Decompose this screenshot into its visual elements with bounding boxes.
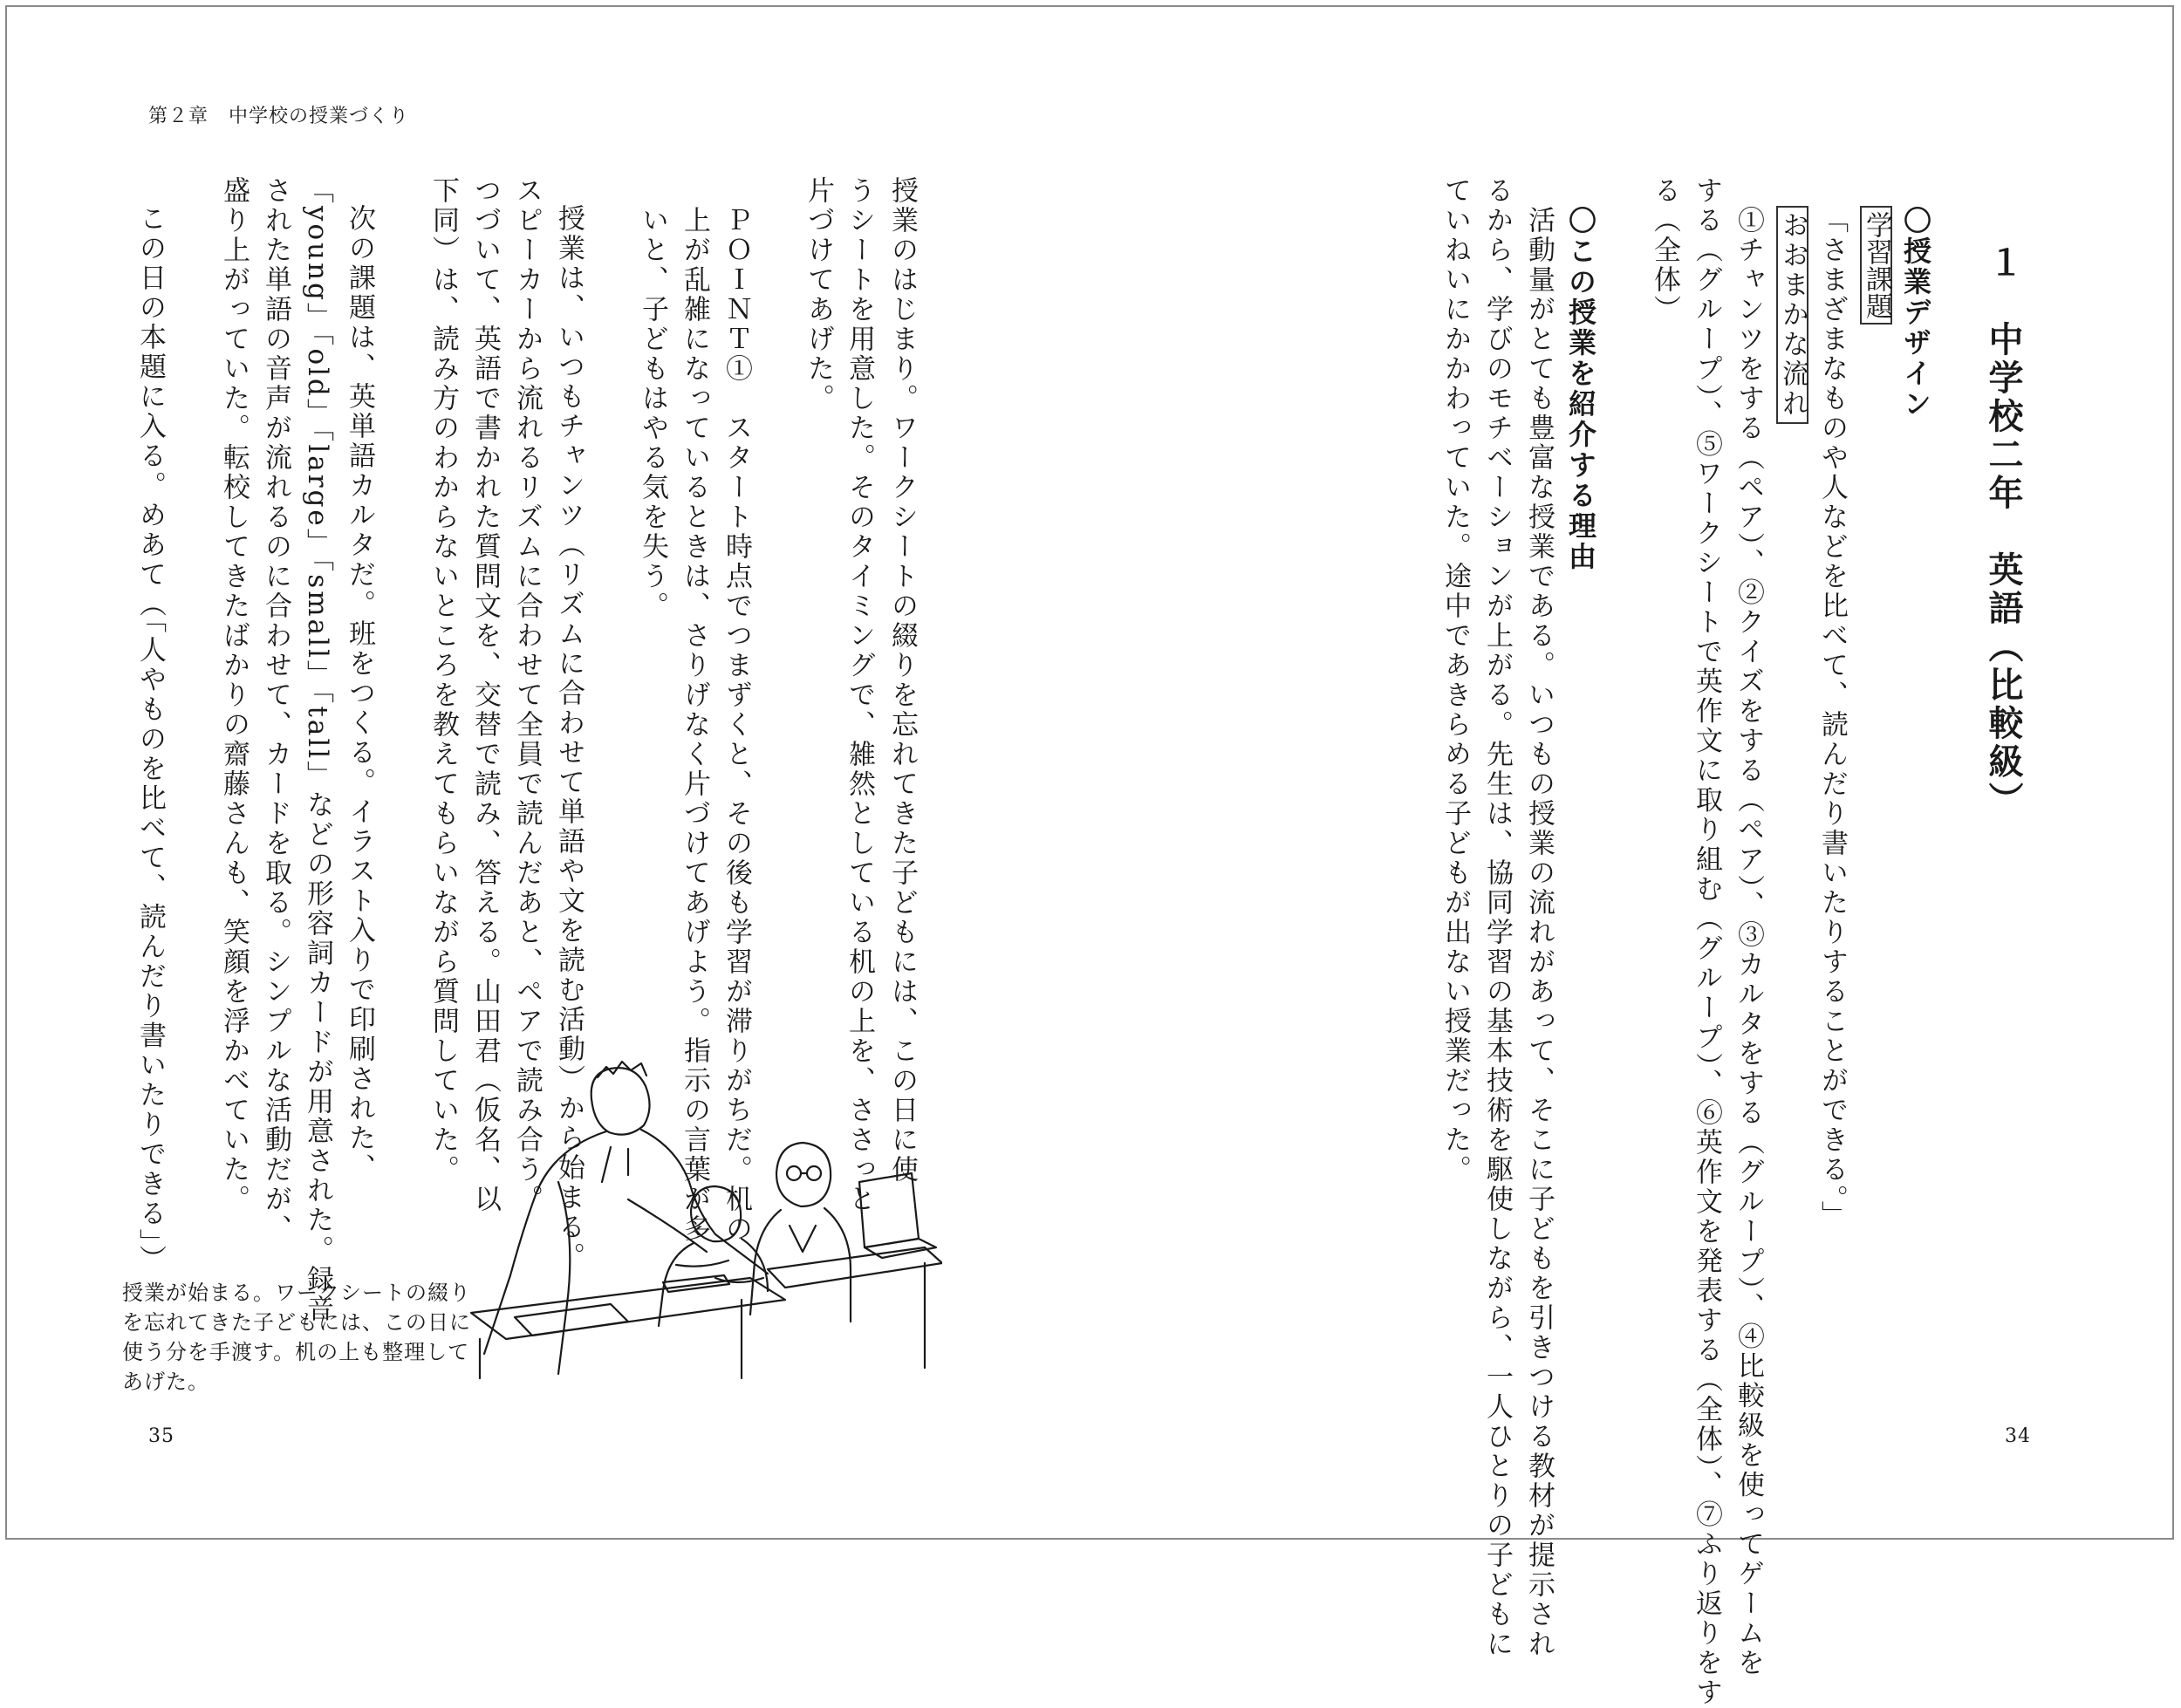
task-label-box [1860,206,1892,325]
running-header: 第２章 中学校の授業づくり [148,106,410,127]
left-p3-line2: スピーカーから流れるリズムに合わせて全員で読んだあと、ペアで読み合う。 [511,176,543,1214]
page-number-left: 35 [148,1425,174,1447]
point-line1: ＰＯＩＮＴ① スタート時点でつまずくと、その後も学習が滞りがちだ。机の [721,206,752,1244]
classroom-illustration [454,1051,942,1383]
student-head-2 [776,1143,831,1206]
task-text: 「さまざまなものや人などを比べて、読んだり書いたりすることができる。」 [1816,206,1848,1231]
left-p3-line3: つづいて、英語で書かれた質問文を、交替で読み、答える。山田君（仮名、以 [469,176,501,1214]
left-p5-line1: この日の本題に入る。めあて（「人やものを比べて、読んだり書いたりできる」） [134,204,166,1274]
task-label: 学習課題 [1860,206,1892,325]
page-number-right: 34 [2005,1425,2031,1447]
left-p3-line1: 授業は、いつもチャンツ（リズムに合わせて単語や文を読む活動）から始まる。 [553,204,585,1272]
caption-line: 使う分を手渡す。机の上も整理して [122,1340,470,1364]
flow-label: おおまかな流れ [1776,206,1808,424]
flow-line-3: る（全体） [1649,176,1680,325]
left-p1-line3: 片づけてあげた。 [803,176,834,413]
left-p4-line4: 盛り上がっていた。転校してきたばかりの齋藤さんも、笑顔を浮かべていた。 [218,176,250,1214]
teacher-body [484,1131,606,1354]
left-p4-line1: 次の課題は、英単語カルタだ。班をつくる。イラスト入りで印刷された、 [344,204,375,1183]
left-p4-line3: された単語の音声が流れるのに合わせて、カードを取る。シンプルな活動だが、 [260,176,291,1244]
left-p4-line2: 「young」「old」「large」「small」「tall」などの形容詞カードが用意された。録音 [302,176,333,1325]
caption-line: 授業が始まる。ワークシートの綴り [122,1281,471,1305]
left-p1-line1: 授業のはじまり。ワークシートの綴りを忘れてきた子どもには、この日に使 [886,176,918,1185]
pencil-tray [515,1304,628,1336]
reason-line-2: るから、学びのモチベーションが上がる。先生は、協同学習の基本技術を駆使しながら、一人ひとりの子どもに [1481,176,1513,1659]
reason-line-1: 活動量がとても豊富な授業である。いつもの授業の流れがあって、そこに子どもを引きつける教材が提示され [1523,206,1555,1659]
caption-line: を忘れてきた子どもには、この日に [122,1310,471,1335]
left-p1-line2: うシートを用意した。そのタイミングで、雑然としている机の上を、ささっと [844,176,875,1214]
design-heading: 〇授業デザイン [1899,206,1932,420]
section-title: １ 中学校二年 英語（比較級） [1983,244,2023,820]
reason-line-3: ていねいにかかわっていた。途中であきらめる子どもが出ない授業だった。 [1439,176,1471,1185]
caption-line: あげた。 [122,1370,209,1394]
left-p3-line4: 下同）は、読み方のわからないところを教えてもらいながら質問していた。 [427,176,459,1185]
flow-line-2: する（グループ）、⑤ワークシートで英作文に取り組む（グループ）、⑥英作文を発表する（全体）、⑦ふり返りをす [1691,176,1722,1708]
reason-heading: 〇この授業を紹介する理由 [1564,206,1597,572]
point-line2: 上が乱雑になっているときは、さりげなく片づけてあげよう。指示の言葉が多 [679,206,710,1244]
point-line3: いと、子どもはやる気を失う。 [637,206,668,621]
illustration-caption [122,1278,471,1397]
flow-label-box [1776,206,1808,424]
flow-line-1: ①チャンツをする（ペア）、②クイズをする（ペア）、③カルタをする（グループ）、④比較級を使ってゲームを [1733,206,1764,1678]
student-head [691,1186,741,1241]
desk-front [471,1278,785,1339]
teacher-head [591,1068,650,1135]
